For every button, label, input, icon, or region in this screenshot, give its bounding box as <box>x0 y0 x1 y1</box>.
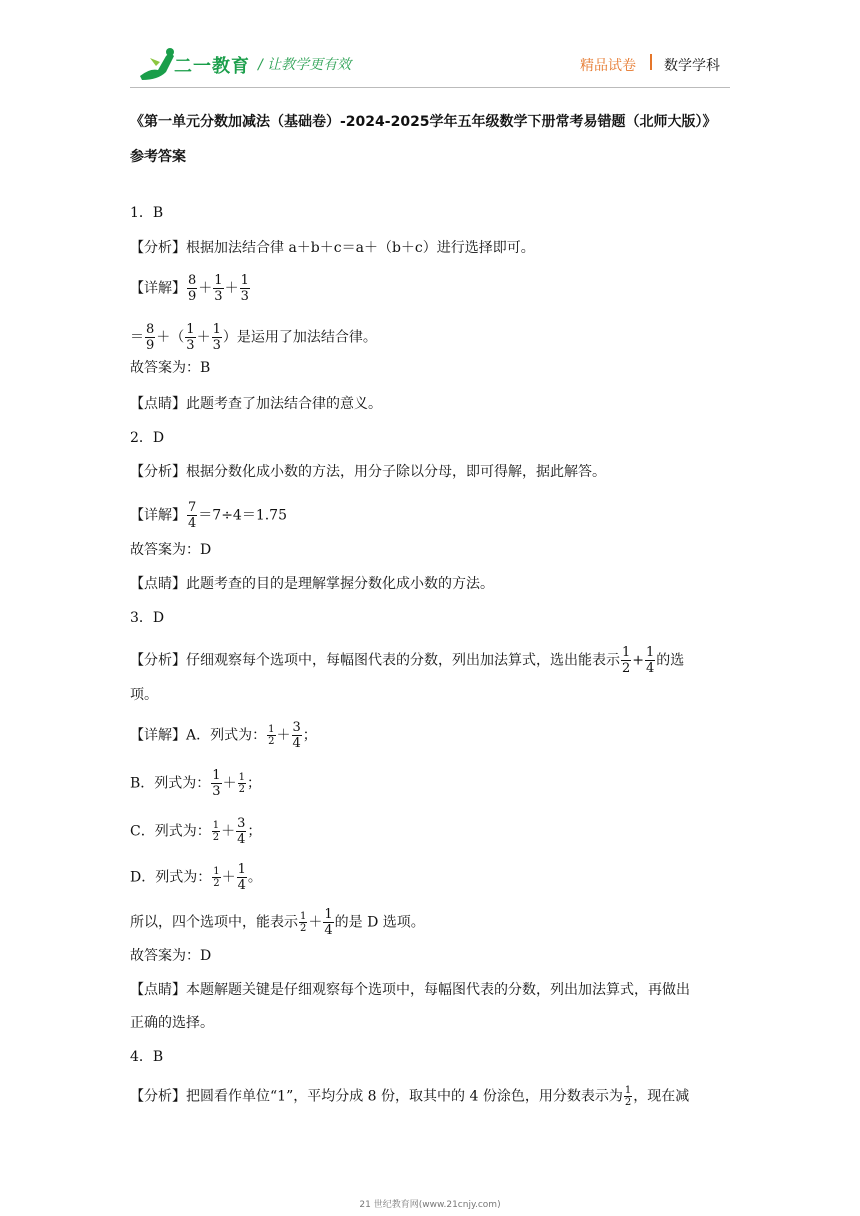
fraction: $\frac{1}{2}$ <box>624 1085 632 1108</box>
fraction: $\frac{7}{4}$ <box>188 500 197 531</box>
q3-number: 3．D <box>130 610 165 626</box>
q4-number: 4．B <box>130 1049 164 1065</box>
page-header <box>0 0 860 100</box>
q3-comment-line2: 正确的选择。 <box>130 1015 214 1031</box>
q3-comment-line1: 【点睛】本题解题关键是仔细观察每个选项中，每幅图代表的分数，列出加法算式，再做出 <box>130 982 690 998</box>
header-divider <box>650 54 652 70</box>
document-title: 《第一单元分数加减法（基础卷）-2024-2025学年五年级数学下册常考易错题（北师大版）》 <box>130 114 717 130</box>
fraction: $\frac{1}{4}$ <box>237 862 246 893</box>
q3-analysis-cont: 项。 <box>130 687 158 703</box>
q2-analysis: 【分析】根据分数化成小数的方法，用分子除以分母，即可得解，据此解答。 <box>130 464 606 480</box>
q3-option-a: 【详解】A．列式为： $\frac{1}{2}$ ＋ $\frac{3}{4}$ ； <box>130 720 317 751</box>
fraction: $\frac{1}{2}$ <box>268 724 275 747</box>
header-rule <box>130 87 730 88</box>
fraction: $\frac{1}{2}$ <box>622 645 631 676</box>
fraction: $\frac{1}{3}$ <box>212 768 221 799</box>
q1-detail-line2: ＝ $\frac{8}{9}$ ＋（ $\frac{1}{3}$ ＋ $\frac{1}{3}$ ）是运用了加法结合律。 <box>130 322 377 353</box>
fraction: $\frac{1}{2}$ <box>300 911 307 934</box>
q2-number: 2．D <box>130 430 165 446</box>
logo-text: 二一教育 <box>174 56 250 77</box>
fraction: $\frac{1}{3}$ <box>212 322 221 353</box>
subject-label: 数学学科 <box>664 58 720 74</box>
q1-detail-line1: 【详解】 $\frac{8}{9}$ ＋ $\frac{1}{3}$ ＋ $\frac{1}{3}$ <box>130 273 249 304</box>
slogan: / 让教学更有效 <box>258 57 352 73</box>
fraction: $\frac{1}{3}$ <box>214 273 223 304</box>
fraction: $\frac{1}{3}$ <box>186 322 195 353</box>
q1-comment: 【点睛】此题考查了加法结合律的意义。 <box>130 396 382 412</box>
fraction: $\frac{3}{4}$ <box>292 720 301 751</box>
badge-label: 精品试卷 <box>580 58 636 74</box>
fraction: $\frac{1}{4}$ <box>646 645 655 676</box>
fraction: $\frac{8}{9}$ <box>146 322 155 353</box>
fraction: $\frac{1}{2}$ <box>212 820 220 843</box>
q3-conclusion: 所以，四个选项中，能表示 $\frac{1}{2}$ ＋ $\frac{1}{4}$ 的是 D 选项。 <box>130 907 425 938</box>
q3-option-b: B．列式为： $\frac{1}{3}$ ＋ $\frac{1}{2}$ ； <box>130 768 261 799</box>
fraction: $\frac{1}{4}$ <box>324 907 333 938</box>
q1-answer: 故答案为：B <box>130 360 211 376</box>
q2-detail: 【详解】 $\frac{7}{4}$ ＝7÷4＝1.75 <box>130 500 287 531</box>
q1-analysis: 【分析】根据加法结合律 a＋b＋c＝a＋（b＋c）进行选择即可。 <box>130 240 535 256</box>
document-subtitle: 参考答案 <box>130 149 186 165</box>
q3-option-d: D．列式为： $\frac{1}{2}$ ＋ $\frac{1}{4}$ 。 <box>130 862 262 893</box>
q3-analysis: 【分析】仔细观察每个选项中，每幅图代表的分数，列出加法算式，选出能表示 $\frac{1}{2}$ + $\frac{1}{4}$ 的选 <box>130 645 685 676</box>
q4-analysis: 【分析】把圆看作单位“1”，平均分成 8 份，取其中的 4 份涂色，用分数表示为 $\frac{1}{2}$ ，现在减 <box>130 1085 690 1108</box>
fraction: $\frac{3}{4}$ <box>237 816 246 847</box>
page-footer: 21 世纪教育网(www.21cnjy.com) <box>359 1200 501 1210</box>
q3-option-c: C．列式为： $\frac{1}{2}$ ＋ $\frac{3}{4}$ ； <box>130 816 262 847</box>
q1-number: 1．B <box>130 205 164 221</box>
q2-answer: 故答案为：D <box>130 542 212 558</box>
fraction: $\frac{1}{2}$ <box>238 772 245 795</box>
fraction: $\frac{8}{9}$ <box>188 273 197 304</box>
fraction: $\frac{1}{3}$ <box>240 273 249 304</box>
fraction: $\frac{1}{2}$ <box>213 866 220 889</box>
q3-answer: 故答案为：D <box>130 948 212 964</box>
q2-comment: 【点睛】此题考查的目的是理解掌握分数化成小数的方法。 <box>130 576 494 592</box>
